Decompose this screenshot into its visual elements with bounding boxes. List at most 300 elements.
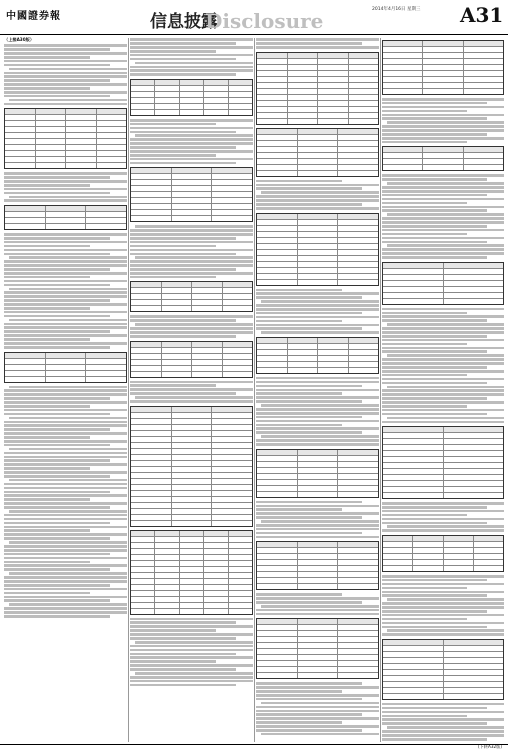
table-cell [131,186,172,191]
text-line [4,87,90,90]
table-cell [229,531,252,536]
table-cell [349,83,379,88]
table-cell [298,268,339,273]
text-line [256,505,379,508]
data-table [130,341,253,378]
text-line [382,343,467,346]
table-cell [444,451,504,456]
text-line [4,311,127,314]
text-line [387,386,504,389]
text-line [4,502,127,505]
table-cell [229,579,252,584]
table-cell [172,192,213,197]
text-line [256,320,342,323]
table-cell [383,281,444,286]
table-cell [423,71,463,76]
table-cell [383,59,423,64]
text-line [4,237,110,240]
table-cell [172,443,213,448]
text-line [4,588,127,591]
table-cell [204,531,228,536]
text-line [382,393,504,396]
text-line [4,307,90,310]
text-line [130,154,216,157]
text-line [130,315,253,318]
table-cell [444,694,504,699]
table-cell [423,53,463,58]
text-line [382,718,504,721]
table-cell [298,153,339,158]
text-line [130,381,253,384]
table-cell [318,350,349,355]
table-cell [131,80,155,85]
text-line [130,637,236,640]
table-cell [383,41,423,46]
table-cell [338,165,378,170]
table-cell [318,65,349,70]
table-cell [288,338,319,343]
text-line [256,42,362,45]
table-cell [131,443,172,448]
table-cell [180,92,204,97]
text-line [382,610,487,613]
table-cell [257,492,298,497]
table-cell [155,561,179,566]
table-cell [318,368,349,373]
text-line [382,194,487,197]
table-cell [131,473,172,478]
text-line [256,199,379,202]
table-cell [204,585,228,590]
table-cell [257,548,298,553]
table-cell [444,439,504,444]
table-cell [204,579,228,584]
text-line [4,291,127,294]
data-table [256,337,379,374]
text-line [4,607,127,610]
text-line [4,545,127,548]
table-cell [298,619,339,624]
table-cell [131,467,172,472]
table-cell [162,306,193,311]
table-cell [464,53,503,58]
text-line [382,378,504,381]
text-line [4,592,90,595]
table-cell [212,467,252,472]
text-line [387,629,504,632]
text-line [256,203,362,206]
text-line [4,323,127,326]
text-line [256,308,379,311]
text-line [256,725,379,728]
table-cell [383,287,444,292]
text-line [130,69,253,72]
table-cell [349,362,379,367]
table-cell [298,171,339,176]
text-line [130,245,216,248]
table-cell [229,98,252,103]
table-cell [444,445,504,450]
table-cell [212,204,252,209]
text-line [135,225,253,228]
table-cell [298,238,339,243]
text-line [382,225,487,228]
table-cell [257,350,288,355]
table-cell [383,439,444,444]
table-cell [349,53,379,58]
table-cell [444,433,504,438]
table-cell [155,543,179,548]
text-line [130,253,236,256]
table-cell [180,543,204,548]
text-line [4,568,110,571]
table-cell [298,554,339,559]
text-line [9,603,127,606]
table-cell [46,371,87,376]
table-cell [212,455,252,460]
text-line [382,241,487,244]
text-line [4,599,110,602]
text-line [130,38,253,41]
text-line [256,439,379,442]
table-cell [131,609,155,614]
table-cell [180,603,204,608]
table-cell [180,531,204,536]
table-cell [383,153,423,158]
table-cell [172,407,213,412]
text-line [135,62,253,65]
text-line [4,184,90,187]
table-cell [86,365,126,370]
table-cell [383,83,423,88]
text-line [4,284,110,287]
table-cell [383,640,444,645]
table-cell [204,555,228,560]
table-cell [131,543,155,548]
text-line [256,381,379,384]
table-cell [212,174,252,179]
text-line [256,184,379,187]
table-cell [423,47,463,52]
table-cell [338,214,378,219]
table-cell [172,437,213,442]
data-table [130,406,253,527]
table-cell [338,153,378,158]
table-cell [204,609,228,614]
table-row [383,299,503,304]
text-line [382,602,504,605]
table-cell [338,673,378,678]
table-cell [338,655,378,660]
table-cell [5,127,36,132]
table-cell [131,549,155,554]
table-cell [338,486,378,491]
table-cell [349,368,379,373]
table-cell [383,688,444,693]
table-cell [162,360,193,365]
table-cell [229,603,252,608]
text-line [4,103,127,106]
table-cell [257,280,298,285]
text-line [261,520,379,523]
text-column-2 [130,37,253,743]
text-line [130,680,253,683]
table-cell [257,171,298,176]
table-cell [288,113,319,118]
table-cell [288,83,319,88]
text-line [4,172,127,175]
table-cell [288,350,319,355]
text-line [382,209,487,212]
table-cell [383,263,444,268]
table-cell [172,168,213,173]
table-cell [318,101,349,106]
table-cell [288,53,319,58]
text-line [256,427,379,430]
table-cell [383,71,423,76]
table-cell [338,171,378,176]
text-line [256,385,362,388]
table-cell [349,89,379,94]
text-line [130,260,253,263]
table-cell [413,548,443,553]
text-line [256,686,379,689]
text-line [261,300,379,303]
table-cell [46,359,87,364]
table-cell [5,206,46,211]
table-cell [444,676,504,681]
table-cell [444,560,474,565]
table-cell [474,566,503,571]
text-line [261,404,379,407]
text-line [382,622,504,625]
table-cell [298,462,339,467]
text-line [130,621,236,624]
table-cell [223,342,253,347]
text-line [9,417,127,420]
table-cell [223,306,253,311]
text-line [256,195,379,198]
table-cell [180,98,204,103]
table-cell [257,338,288,343]
table-cell [180,555,204,560]
table-cell [318,362,349,367]
text-line [135,672,253,675]
table-cell [36,115,67,120]
table-cell [349,107,379,112]
table-cell [131,168,172,173]
table-cell [288,356,319,361]
text-line [9,572,127,575]
table-cell [383,694,444,699]
table-cell [349,65,379,70]
table-cell [257,560,298,565]
table-cell [172,491,213,496]
text-line [4,409,127,412]
table-cell [162,294,193,299]
table-cell [257,619,298,624]
text-line [4,440,127,443]
table-row [257,584,378,589]
table-cell [180,591,204,596]
table-cell [5,133,36,138]
table-cell [131,431,172,436]
table-cell [383,548,413,553]
table-row [383,165,503,170]
text-line [382,186,504,189]
table-cell [338,220,378,225]
table-cell [338,649,378,654]
table-row [257,171,378,176]
text-line [382,202,467,205]
column-divider [380,38,381,742]
table-cell [383,682,444,687]
table-cell [5,365,46,370]
text-line [4,346,110,349]
text-line [4,467,90,470]
table-cell [338,643,378,648]
text-line [382,715,467,718]
table-cell [444,469,504,474]
data-table [4,352,127,383]
table-cell [172,186,213,191]
text-line [256,713,362,716]
text-line [4,491,110,494]
text-line [382,331,504,334]
text-line [4,526,127,529]
table-cell [349,350,379,355]
table-cell [383,53,423,58]
table-cell [212,437,252,442]
table-cell [383,89,423,94]
table-cell [298,159,339,164]
text-line [382,256,487,259]
table-cell [131,372,162,377]
text-line [387,244,504,247]
table-cell [383,457,444,462]
table-cell [383,487,444,492]
table-cell [423,153,463,158]
text-line [4,48,110,51]
table-cell [131,294,162,299]
table-cell [257,268,298,273]
table-cell [288,95,319,100]
data-table [382,639,504,700]
data-table [256,449,379,498]
section-latin-title: Disclosure [205,9,324,33]
table-cell [180,537,204,542]
table-cell [383,566,413,571]
text-line [4,487,127,490]
table-cell [257,107,288,112]
text-line [4,326,127,329]
table-cell [338,450,378,455]
table-cell [298,280,339,285]
table-cell [338,226,378,231]
table-row [5,377,126,382]
table-cell [338,637,378,642]
table-cell [66,121,97,126]
text-line [256,289,342,292]
table-cell [288,368,319,373]
text-line [382,591,504,594]
text-line [382,114,504,117]
table-cell [36,157,67,162]
text-column-4 [382,37,504,743]
table-cell [229,86,252,91]
table-cell [298,631,339,636]
text-line [4,529,90,532]
text-line [382,594,487,597]
text-line [130,58,236,61]
table-cell [36,139,67,144]
table-cell [464,71,503,76]
table-cell [464,147,503,152]
table-cell [131,461,172,466]
text-line [4,424,127,427]
text-line [9,386,127,389]
table-cell [257,673,298,678]
table-cell [257,554,298,559]
data-table [256,213,379,286]
text-line [382,137,504,140]
text-line [382,312,467,315]
table-cell [131,366,162,371]
table-cell [5,121,36,126]
table-cell [383,159,423,164]
table-cell [5,353,46,358]
text-line [256,536,379,539]
table-cell [131,437,172,442]
table-cell [257,655,298,660]
table-cell [338,280,378,285]
text-line [130,335,236,338]
table-cell [257,244,298,249]
table-cell [257,147,298,152]
table-cell [257,53,288,58]
text-line [4,241,127,244]
table-cell [338,492,378,497]
table-cell [464,65,503,70]
table-cell [338,566,378,571]
table-cell [180,579,204,584]
table-cell [172,485,213,490]
table-cell [212,198,252,203]
table-cell [229,555,252,560]
text-line [4,91,127,94]
text-line [4,494,127,497]
table-cell [444,548,474,553]
text-line [9,196,127,199]
text-line [4,315,110,318]
text-line [382,366,487,369]
table-cell [155,567,179,572]
text-line [130,649,253,652]
table-cell [204,603,228,608]
text-line [130,629,216,632]
table-cell [66,133,97,138]
table-cell [212,461,252,466]
table-cell [131,603,155,608]
table-row [5,224,126,229]
table-cell [131,555,155,560]
text-line [130,123,216,126]
table-cell [349,356,379,361]
text-line [256,180,342,183]
table-cell [423,165,463,170]
table-cell [180,549,204,554]
text-line [382,248,504,251]
